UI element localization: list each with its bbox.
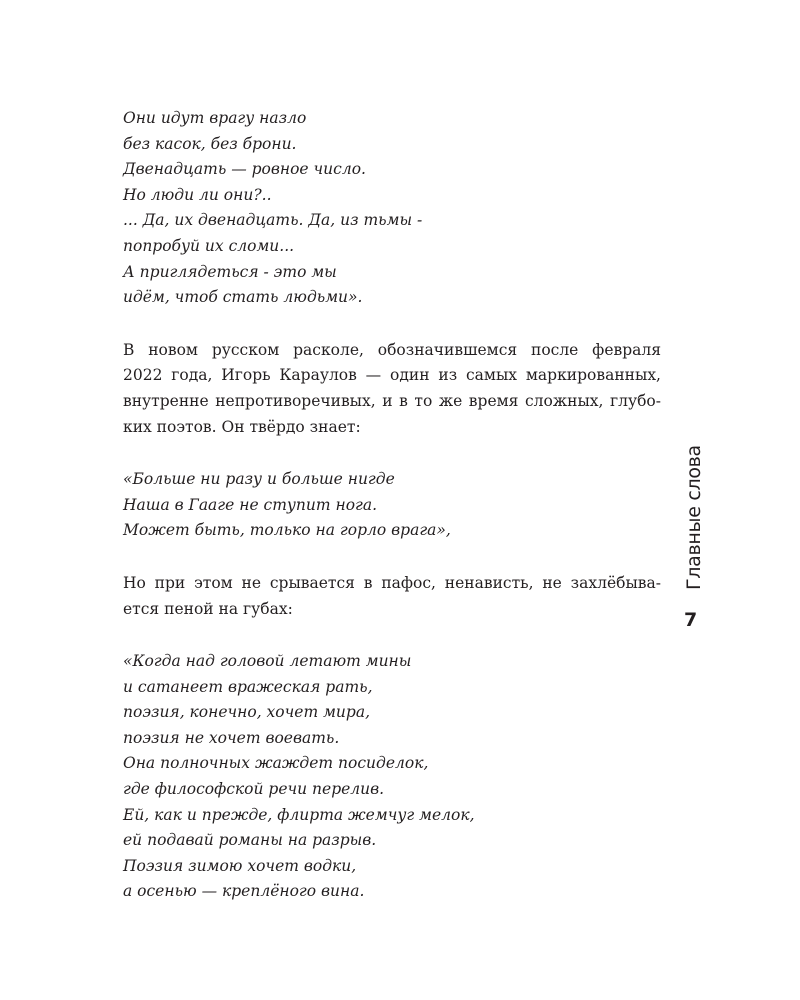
verse-line: А приглядеться - это мы: [123, 262, 337, 281]
verse-stanza-3: [123, 649, 661, 905]
spacer: [123, 440, 661, 467]
verse-line: «Когда над головой летают мины: [123, 652, 412, 671]
verse-line: и сатанеет вражеская рать,: [123, 677, 373, 696]
verse-line: идём, чтоб стать людьми».: [123, 288, 363, 307]
verse-line: Она полночных жаждет посиделок,: [123, 754, 429, 773]
paragraph-2: [123, 571, 661, 622]
spacer: [123, 544, 661, 571]
verse-line: Может быть, только на горло врага»,: [123, 521, 451, 540]
spacer: [123, 622, 661, 649]
verse-line: поэзия, конечно, хочет мира,: [123, 703, 370, 722]
verse-line: Ей, как и прежде, флирта жемчуг мелок,: [123, 805, 475, 824]
verse-stanza-2: [123, 467, 661, 544]
verse-line: а осенью — креплёного вина.: [123, 882, 365, 901]
paragraph-line: Но при этом не срывается в пафос, ненависть, не захлёбыва-: [123, 573, 661, 592]
verse-line: попробуй их сломи...: [123, 236, 295, 255]
verse-line: Двенадцать — ровное число.: [123, 160, 366, 179]
section-title: Главные слова: [683, 445, 705, 590]
paragraph-line: ется пеной на губах:: [123, 599, 293, 618]
spacer: [123, 311, 661, 338]
verse-line: где философской речи перелив.: [123, 780, 385, 799]
verse-stanza-1: [123, 106, 661, 311]
page-number: 7: [684, 609, 698, 631]
verse-line: ей подавай романы на разрыв.: [123, 831, 377, 850]
verse-line: без касок, без брони.: [123, 134, 297, 153]
paragraph-line: внутренне непротиворечивых, и в то же время сложных, глубо-: [123, 391, 661, 410]
paragraph-line: ких поэтов. Он твёрдо знает:: [123, 417, 361, 436]
running-header: [682, 445, 706, 590]
verse-line: Они идут врагу назло: [123, 109, 307, 127]
verse-line: Наша в Гааге не ступит нога.: [123, 495, 378, 514]
verse-line: ... Да, их двенадцать. Да, из тьмы -: [123, 211, 423, 230]
paragraph-line: 2022 года, Игорь Караулов — один из самых маркированных,: [123, 366, 661, 385]
text-column: [123, 106, 661, 905]
verse-line: «Больше ни разу и больше нигде: [123, 470, 395, 489]
verse-line: поэзия не хочет воевать.: [123, 728, 340, 747]
paragraph-line: В новом русском расколе, обозначившемся после февраля: [123, 340, 661, 359]
verse-line: Поэзия зимою хочет водки,: [123, 856, 357, 875]
verse-line: Но люди ли они?..: [123, 185, 272, 204]
paragraph-1: [123, 338, 661, 440]
